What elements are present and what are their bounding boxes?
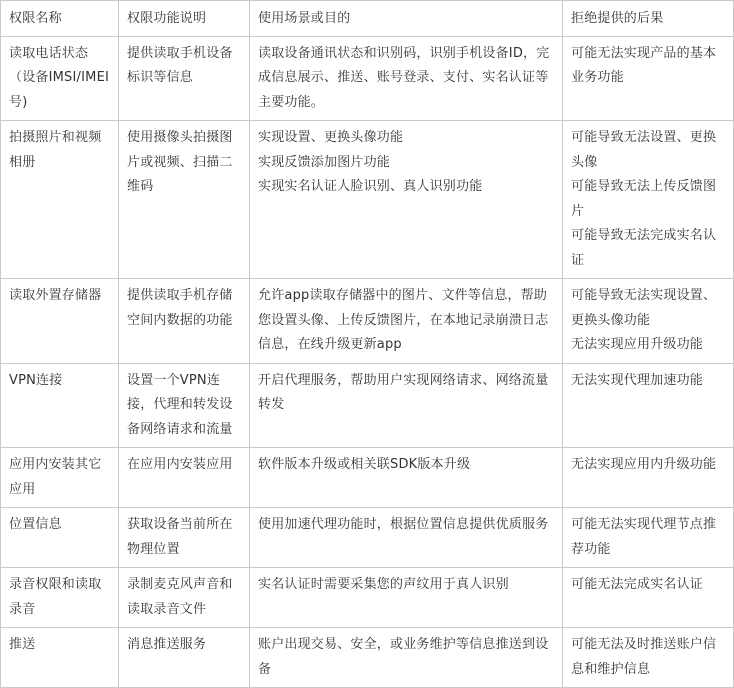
- cell-line: 可能无法实现产品的基本业务功能: [571, 45, 717, 85]
- usage-scenario-cell: [250, 448, 563, 508]
- cell-line: 开启代理服务，帮助用户实现网络请求、网络流量转发: [258, 372, 549, 412]
- cell-line: 允许app读取存储器中的图片、文件等信息，帮助您设置头像、上传反馈图片，在本地记录崩溃日志信息，在线升级更新app: [258, 288, 549, 352]
- cell-line: 可能无法完成实名认证: [571, 577, 704, 592]
- permission-description-cell: [119, 568, 250, 628]
- refusal-consequence-cell: [563, 568, 734, 628]
- refusal-consequence-cell: [563, 363, 734, 448]
- cell-line: 可能导致无法设置、更换头像: [571, 130, 717, 170]
- cell-line: VPN连接: [9, 372, 63, 388]
- cell-line: 软件版本升级或相关联SDK版本升级: [258, 457, 471, 472]
- usage-scenario-cell: [250, 363, 563, 448]
- cell-line: （设备IMSI/IMEI号): [9, 70, 110, 110]
- table-row: [1, 448, 734, 508]
- permission-name-cell: [1, 508, 119, 568]
- cell-line: 可能导致无法完成实名认证: [571, 228, 717, 268]
- permission-name-cell: [1, 279, 119, 364]
- usage-scenario-cell: [250, 279, 563, 364]
- cell-line: 实名认证时需要采集您的声纹用于真人识别: [258, 577, 509, 592]
- cell-line: 可能导致无法上传反馈图片: [571, 179, 717, 219]
- table-row: [1, 628, 734, 688]
- usage-scenario-cell: [250, 508, 563, 568]
- permission-name-cell: [1, 628, 119, 688]
- refusal-consequence-cell: [563, 448, 734, 508]
- cell-line: 提供读取手机设备标识等信息: [127, 45, 233, 85]
- refusal-consequence-cell: [563, 508, 734, 568]
- permission-name-cell: [1, 36, 119, 121]
- refusal-consequence-cell: [563, 279, 734, 364]
- cell-line: 录制麦克风声音和读取录音文件: [127, 577, 233, 617]
- table-row: [1, 568, 734, 628]
- header-permission-description: 权限功能说明: [119, 1, 250, 37]
- cell-line: 应用内安装其它应用: [9, 457, 102, 497]
- permission-description-cell: [119, 121, 250, 279]
- cell-line: 可能无法实现代理节点推荐功能: [571, 517, 717, 557]
- cell-line: 提供读取手机存储空间内数据的功能: [127, 288, 233, 328]
- cell-line: 无法实现应用升级功能: [571, 337, 704, 352]
- table-row: [1, 121, 734, 279]
- cell-line: 使用加速代理功能时，根据位置信息提供优质服务: [258, 517, 549, 532]
- usage-scenario-cell: [250, 568, 563, 628]
- cell-line: 位置信息: [9, 517, 62, 532]
- cell-line: 无法实现代理加速功能: [571, 372, 704, 388]
- cell-line: 获取设备当前所在物理位置: [127, 517, 233, 557]
- refusal-consequence-cell: [563, 628, 734, 688]
- permission-name-cell: [1, 121, 119, 279]
- cell-line: 账户出现交易、安全，或业务维护等信息推送到设备: [258, 637, 549, 677]
- permission-description-cell: [119, 36, 250, 121]
- cell-line: 读取外置存储器: [9, 288, 102, 303]
- permission-name-cell: [1, 448, 119, 508]
- permission-description-cell: [119, 508, 250, 568]
- header-permission-name: 权限名称: [1, 1, 119, 37]
- header-refusal-consequence: 拒绝提供的后果: [563, 1, 734, 37]
- cell-line: 实现反馈添加图片功能: [258, 154, 391, 170]
- cell-line: 推送: [9, 637, 36, 652]
- cell-line: 可能导致无法实现设置、更换头像功能: [571, 288, 717, 328]
- permission-name-cell: [1, 363, 119, 448]
- table-row: [1, 508, 734, 568]
- cell-line: 读取电话状态: [9, 45, 89, 61]
- table-body: [1, 36, 734, 688]
- refusal-consequence-cell: [563, 121, 734, 279]
- cell-line: 实现实名认证人脸识别、真人识别功能: [258, 179, 483, 194]
- table-header: [1, 1, 734, 37]
- permission-description-cell: [119, 279, 250, 364]
- permission-description-cell: [119, 448, 250, 508]
- usage-scenario-cell: [250, 36, 563, 121]
- cell-line: 可能无法及时推送账户信息和维护信息: [571, 637, 717, 677]
- cell-line: 消息推送服务: [127, 637, 207, 652]
- cell-line: 在应用内安装应用: [127, 457, 233, 472]
- usage-scenario-cell: [250, 121, 563, 279]
- cell-line: 实现设置、更换头像功能: [258, 130, 404, 145]
- cell-line: 录音权限和读取录音: [9, 577, 102, 617]
- header-usage-scenario: 使用场景或目的: [250, 1, 563, 37]
- header-row: [1, 1, 734, 37]
- table-row: [1, 36, 734, 121]
- permission-name-cell: [1, 568, 119, 628]
- table-row: [1, 279, 734, 364]
- refusal-consequence-cell: [563, 36, 734, 121]
- usage-scenario-cell: [250, 628, 563, 688]
- table-row: [1, 363, 734, 448]
- permission-description-cell: [119, 363, 250, 448]
- cell-line: 拍摄照片和视频相册: [9, 130, 102, 170]
- cell-line: 读取设备通讯状态和识别码，识别手机设备ID，完成信息展示、推送、账号登录、支付、实名认证等主要功能。: [258, 45, 550, 110]
- cell-line: 使用摄像头拍摄图片或视频、扫描二维码: [127, 130, 233, 194]
- cell-line: 无法实现应用内升级功能: [571, 457, 717, 472]
- permission-description-cell: [119, 628, 250, 688]
- cell-line: 设置一个VPN连接，代理和转发设备网络请求和流量: [127, 372, 233, 437]
